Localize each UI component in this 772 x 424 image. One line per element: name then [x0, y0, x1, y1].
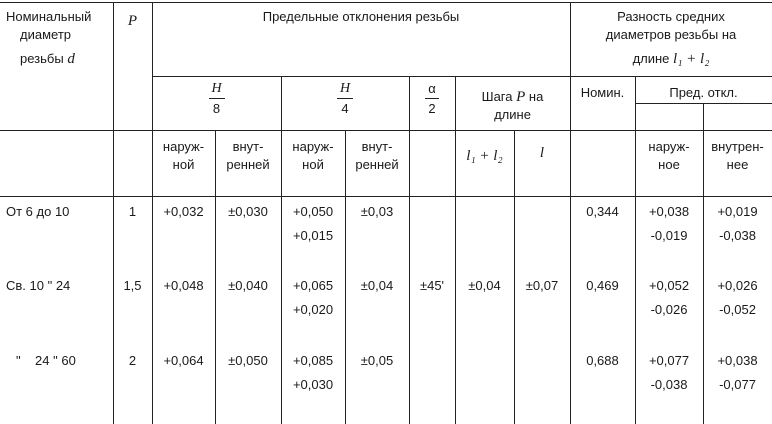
header-inner-h8: внут- ренней [226, 139, 270, 172]
header-step: Шага P на длине [481, 89, 544, 122]
row-1-diff-outer: +0,038 -0,019 [648, 204, 690, 243]
row-3-diff-outer: +0,077 -0,038 [648, 353, 690, 392]
header-outer-h4: наруж- ной [292, 139, 334, 172]
header-l1-l2: l₁ + l₂ [466, 148, 503, 164]
row-1-diameter: От 6 до 10 [6, 204, 70, 219]
row-2-step-l: ±0,07 [525, 278, 559, 293]
fraction-alpha-over-2: α 2 [409, 80, 455, 117]
row-2-diff-inner: +0,026 -0,052 [717, 278, 758, 317]
header-limit-dev: Пред. откл. [669, 85, 738, 100]
symbol-p: P [516, 89, 526, 105]
header-limit-deviations: Предельные отклонения резьбы [262, 9, 460, 24]
row-1-h8-outer: +0,032 [163, 204, 204, 219]
row-1-h8-inner: ±0,030 [228, 204, 268, 219]
row-2-h8-outer: +0,048 [163, 278, 204, 293]
header-outer-h8: наруж- ной [162, 139, 205, 172]
row-3-diff-inner: +0,038 -0,077 [717, 353, 758, 392]
rule-v7 [455, 76, 456, 424]
row-3-nominal: 0,688 [586, 353, 619, 368]
symbol-d: d [67, 51, 75, 67]
header-outer-diff: наруж- ное [648, 139, 690, 172]
header-l: l [539, 145, 545, 161]
row-1-pitch: 1 [128, 204, 137, 219]
header-nominal-diameter: Номинальный диаметр резьбы d [6, 9, 92, 67]
row-2-pitch: 1,5 [123, 278, 142, 293]
row-2-step-l1-l2: ±0,04 [468, 278, 501, 293]
row-2-h4-outer: +0,065 +0,020 [292, 278, 334, 317]
fraction-h-over-8: H 8 [152, 80, 281, 117]
row-3-h4-outer: +0,085 +0,030 [292, 353, 334, 392]
header-inner-h4: внут- ренней [355, 139, 399, 172]
header-inner-diff: внутрен- нее [711, 139, 764, 172]
row-2-diameter: Св. 10 " 24 [6, 278, 71, 293]
header-nominal: Номин. [580, 85, 625, 100]
row-3-pitch: 2 [128, 353, 137, 368]
header-diameter-difference: Разность средних диаметров резьбы на длине l₁ + l₂ [605, 9, 737, 67]
header-pitch: P [127, 13, 138, 29]
row-2-h8-inner: ±0,040 [228, 278, 268, 293]
rule-header-bottom [0, 196, 772, 197]
fraction-h-over-4: H 4 [281, 80, 409, 117]
row-1-h4-outer: +0,050 +0,015 [292, 204, 334, 243]
row-3-h8-outer: +0,064 [163, 353, 204, 368]
rule-sub1 [152, 76, 772, 77]
row-3-diameter: " 24 " 60 [16, 353, 76, 368]
row-2-nominal: 0,469 [586, 278, 619, 293]
rule-header-mid [0, 130, 772, 131]
row-3-h4-inner: ±0,05 [360, 353, 394, 368]
rule-v6 [409, 76, 410, 424]
row-2-diff-outer: +0,052 -0,026 [648, 278, 690, 317]
row-1-nominal: 0,344 [586, 204, 619, 219]
symbol-l1-l2: l₁ + l₂ [673, 51, 710, 67]
row-3-h8-inner: ±0,050 [228, 353, 268, 368]
row-2-alpha: ±45' [419, 278, 445, 293]
row-1-h4-inner: ±0,03 [360, 204, 394, 219]
row-1-diff-inner: +0,019 -0,038 [717, 204, 758, 243]
rule-top [0, 2, 772, 3]
row-2-h4-inner: ±0,04 [360, 278, 394, 293]
